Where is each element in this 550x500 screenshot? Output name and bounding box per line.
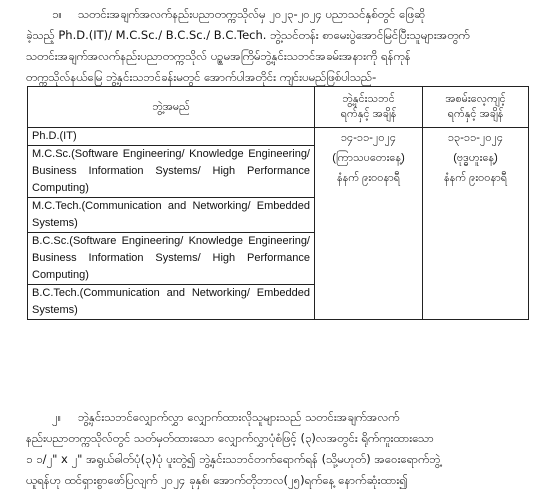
header-degree: ဘွဲ့အမည် bbox=[28, 87, 315, 128]
convocation-date: ၁၄-၁၁-၂၀၂၄ bbox=[340, 132, 397, 144]
rehearsal-day: (ဗုဒ္ဓဟူးနေ့) bbox=[453, 152, 498, 164]
paragraph-1-line-2: ခဲ့သည့် Ph.D.(IT)/ M.C.Sc./ B.C.Sc./ B.C.Tech. ဘွဲ့သင်တန်း စာမေးပွဲအောင်မြင်ပြီးသူများအတွက် bbox=[26, 28, 470, 42]
program-mcsc: M.C.Sc.(Software Engineering/ Knowledge Engineering/ Business Information Systems/ High Performance Computing) bbox=[28, 146, 315, 198]
header-convocation: ဘွဲ့နှင်းသဘင် ရက်နှင့် အချိန် bbox=[315, 87, 423, 128]
program-phd: Ph.D.(IT) bbox=[28, 128, 315, 146]
rehearsal-time: နံနက် ၉း၀၀နာရီ bbox=[443, 172, 508, 184]
header-rehearsal: အစမ်းလေ့ကျင့် ရက်နှင့် အချိန် bbox=[423, 87, 529, 128]
paragraph-2-line-4: ယူရန်ဟု ထင်ရှားစွာဖော်ပြလျက် ၂၀၂၄ ခုနှစ်၊ အောက်တိုဘာလ(၂၅)ရက်နေ့ နောက်ဆုံးထား၍ bbox=[26, 473, 408, 487]
paragraph-2-line-3: ၁ ၁/၂" x ၂" အရွယ်ဓါတ်ပုံ(၃)ပုံ ပူးတွဲ၍ ဘွဲ့နှင်းသဘင်တက်ရောက်ရန် (သို့မဟုတ်) အဝေးရောက်ဘွဲ့ bbox=[26, 452, 441, 466]
table-row bbox=[28, 128, 529, 146]
paragraph-2-number: ၂။ bbox=[52, 410, 62, 424]
convocation-schedule-table bbox=[27, 86, 529, 320]
convocation-datetime bbox=[315, 128, 423, 320]
paragraph-1-number: ၁။ bbox=[52, 7, 62, 21]
convocation-time: နံနက် ၉း၀၀နာရီ bbox=[336, 172, 401, 184]
convocation-day: (ကြာသပတေးနေ့) bbox=[332, 152, 405, 164]
rehearsal-datetime bbox=[423, 128, 529, 320]
paragraph-2 bbox=[26, 407, 522, 491]
paragraph-1-line-1: ၁။ သတင်းအချက်အလက်နည်းပညာတက္ကသိုလ်မှ ၂၀၂၃-၂၀၂၄ ပညာသင်နှစ်တွင် ဖြေဆို bbox=[52, 4, 522, 25]
program-mctech: M.C.Tech.(Communication and Networking/ Embedded Systems) bbox=[28, 198, 315, 233]
paragraph-1-line-4: တက္ကသိုလ်နယ်မြေ ဘွဲ့နှင်းသဘင်ခန်းမတွင် အောက်ပါအတိုင်း ကျင်းပမည်ဖြစ်ပါသည်- bbox=[26, 70, 377, 84]
paragraph-2-line-2: နည်းပညာတက္ကသိုလ်တွင် သတ်မှတ်ထားသော လျှောက်လွှာပုံစံဖြင့် (၃)လအတွင်း ရိုက်ကူးထားသော bbox=[26, 431, 434, 445]
paragraph-1 bbox=[26, 4, 522, 88]
paragraph-2-line-1: ၂။ ဘွဲ့နှင်းသဘင်လျှောက်လွှာ လျှောက်ထားလိုသူများသည် သတင်းအချက်အလက် bbox=[52, 407, 522, 428]
rehearsal-date: ၁၃-၁၁-၂၀၂၄ bbox=[447, 132, 504, 144]
program-bcsc: B.C.Sc.(Software Engineering/ Knowledge Engineering/ Business Information Systems/ High Performance Computing) bbox=[28, 233, 315, 285]
program-bctech: B.C.Tech.(Communication and Networking/ Embedded Systems) bbox=[28, 285, 315, 320]
table-header-row bbox=[28, 87, 529, 128]
paragraph-1-line-3: သတင်းအချက်အလက်နည်းပညာတက္ကသိုလ် ပဥ္စမအကြိမ်ဘွဲ့နှင်းသဘင်အခမ်းအနားကို ရန်ကုန် bbox=[26, 49, 411, 63]
